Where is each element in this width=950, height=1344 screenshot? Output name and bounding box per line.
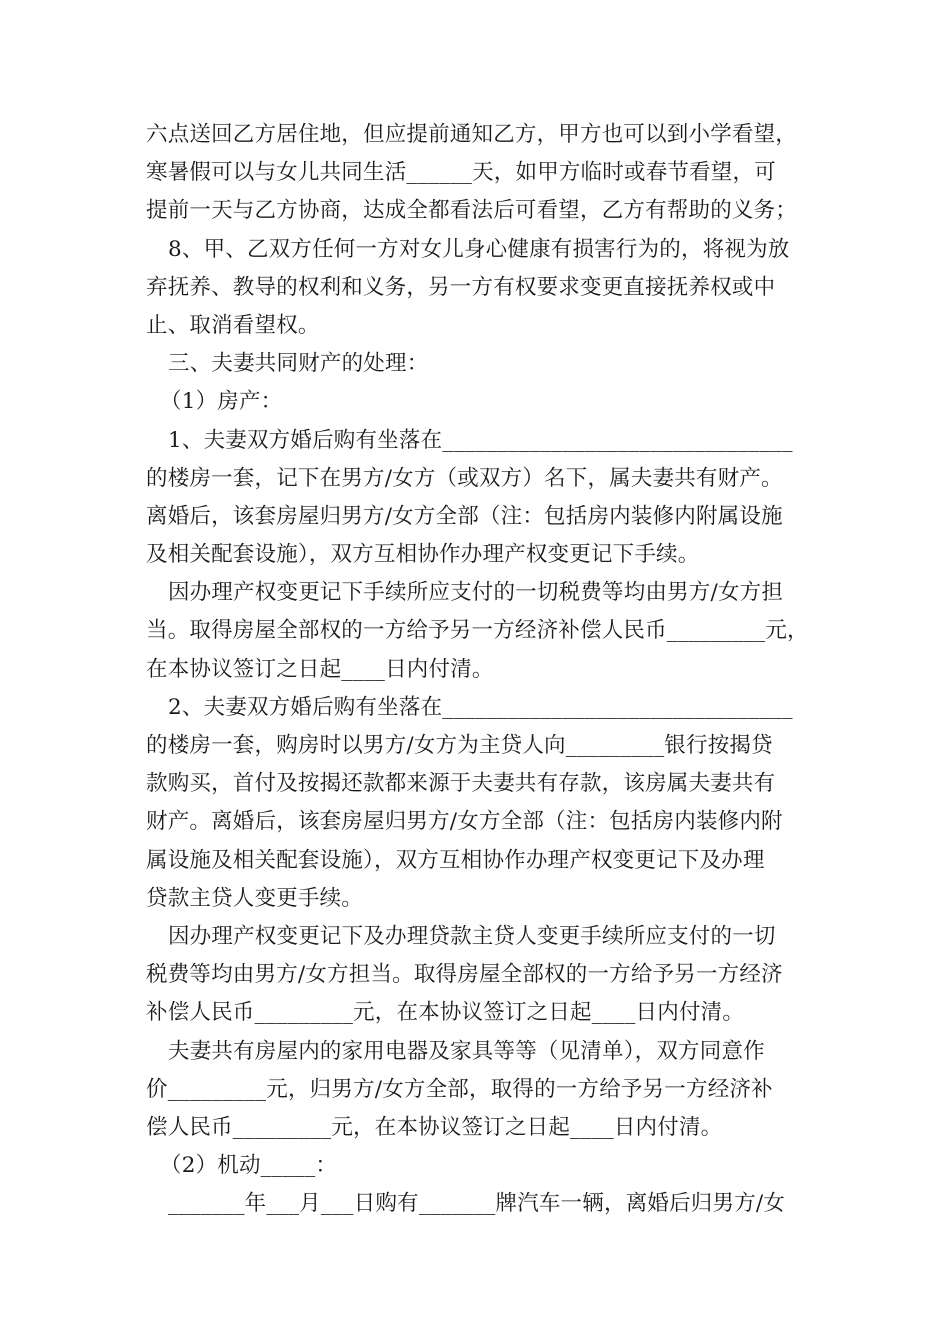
text-line: 2、夫妻双方婚后购有坐落在________________________________ [168, 694, 793, 720]
text-line: 1、夫妻双方婚后购有坐落在________________________________ [168, 427, 793, 453]
text-line: 属设施及相关配套设施），双方互相协作办理产权变更记下及办理 [146, 847, 765, 873]
text-line: 的楼房一套，购房时以男方/女方为主贷人向_________银行按揭贷 [146, 733, 773, 758]
text-line: 8、甲、乙双方任何一方对女儿身心健康有损害行为的，将视为放 [168, 236, 790, 262]
text-line: （1）房产： [160, 389, 283, 415]
text-line: 因办理产权变更记下及办理贷款主贷人变更手续所应支付的一切 [168, 923, 776, 949]
text-line: 因办理产权变更记下手续所应支付的一切税费等均由男方/女方担 [168, 580, 784, 606]
text-line: 补偿人民币_________元，在本协议签订之日起____日内付清。 [146, 1000, 745, 1026]
text-line: 财产。离婚后，该套房屋归男方/女方全部（注：包括房内装修内附 [146, 809, 783, 835]
text-line: 贷款主贷人变更手续。 [146, 885, 364, 911]
text-line: 寒暑假可以与女儿共同生活______天，如甲方临时或春节看望，可 [146, 160, 776, 186]
text-line: 及相关配套设施），双方互相协作办理产权变更记下手续。 [146, 542, 700, 568]
text-line: 款购买，首付及按揭还款都来源于夫妻共有存款，该房属夫妻共有 [146, 771, 776, 797]
text-line: 的楼房一套，记下在男方/女方（或双方）名下，属夫妻共有财产。 [146, 465, 783, 491]
text-line: 当。取得房屋全部权的一方给予另一方经济补偿人民币_________元， [146, 618, 809, 644]
text-line: 止、取消看望权。 [146, 312, 320, 338]
text-line: 离婚后，该套房屋归男方/女方全部（注：包括房内装修内附属设施 [146, 503, 783, 529]
text-line: 三、夫妻共同财产的处理： [168, 351, 429, 377]
text-line: 弃抚养、教导的权利和义务，另一方有权要求变更直接抚养权或中 [146, 274, 776, 300]
text-line: 偿人民币_________元，在本协议签订之日起____日内付清。 [146, 1114, 723, 1140]
text-line: 税费等均由男方/女方担当。取得房屋全部权的一方给予另一方经济 [146, 962, 783, 988]
text-line: 提前一天与乙方协商，达成全都看法后可看望，乙方有帮助的义务； [146, 198, 798, 224]
text-line: （2）机动_____： [160, 1153, 338, 1179]
document-page [146, 116, 809, 1223]
text-line: 六点送回乙方居住地，但应提前通知乙方，甲方也可以到小学看望， [146, 122, 798, 147]
text-line: 在本协议签订之日起____日内付清。 [146, 656, 494, 682]
text-line: 价_________元，归男方/女方全部，取得的一方给予另一方经济补 [146, 1076, 773, 1102]
text-line: 夫妻共有房屋内的家用电器及家具等等（见清单），双方同意作 [168, 1038, 765, 1064]
text-line: _______年___月___日购有_______牌汽车一辆，离婚后归男方/女 [168, 1191, 786, 1217]
